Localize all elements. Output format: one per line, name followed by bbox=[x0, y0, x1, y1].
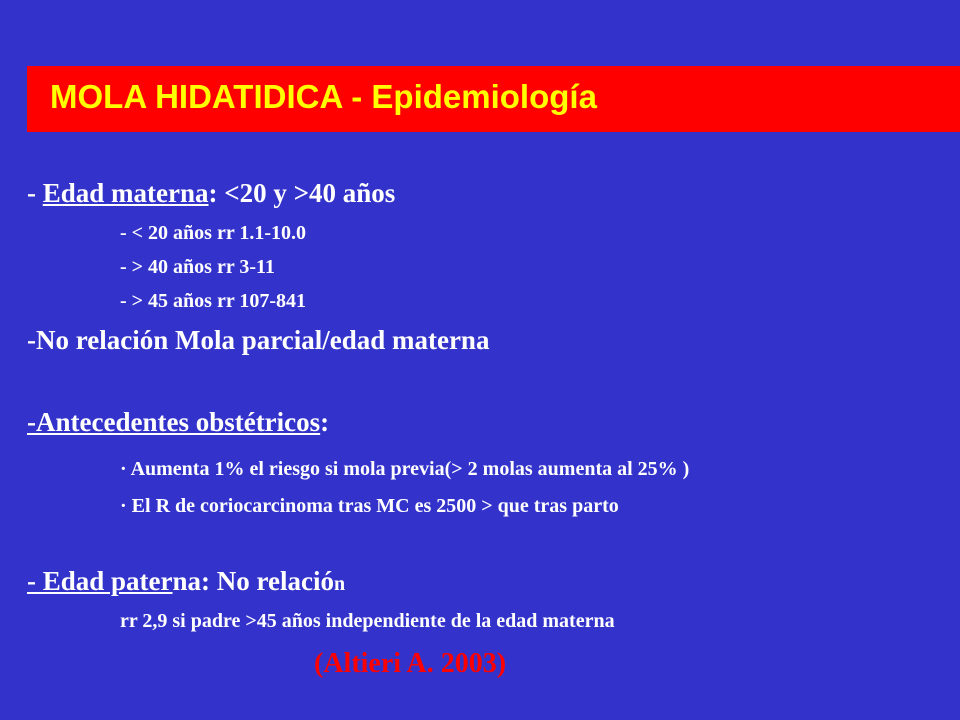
edad-materna-heading bbox=[27, 178, 395, 209]
edad-paterna-text: na: No relació bbox=[172, 566, 334, 596]
edad-materna-item: - > 40 años rr 3-11 bbox=[120, 256, 275, 278]
edad-paterna-tail: n bbox=[334, 573, 346, 595]
no-relacion-line bbox=[27, 325, 489, 356]
edad-materna-item: - > 45 años rr 107-841 bbox=[120, 290, 307, 312]
edad-materna-item: - < 20 años rr 1.1-10.0 bbox=[120, 222, 307, 244]
colon: : bbox=[320, 407, 330, 437]
citation: (Altieri A. 2003) bbox=[314, 648, 507, 679]
antecedentes-item: · El R de coriocarcinoma tras MC es 2500 > que tras parto bbox=[120, 495, 619, 517]
edad-materna-range: : <20 y >40 años bbox=[208, 178, 396, 208]
slide-title: MOLA HIDATIDICA - Epidemiología bbox=[50, 78, 597, 115]
antecedentes-item: · Aumenta 1% el riesgo si mola previa(> 2 molas aumenta al 25% ) bbox=[120, 458, 690, 480]
dash: - bbox=[27, 178, 43, 208]
edad-paterna-heading bbox=[27, 566, 345, 597]
dash: - bbox=[27, 325, 36, 355]
edad-materna-label: Edad materna bbox=[42, 178, 209, 208]
antecedentes-heading bbox=[27, 407, 329, 438]
edad-paterna-detail: rr 2,9 si padre >45 años independiente de la edad materna bbox=[120, 610, 615, 632]
antecedentes-label: -Antecedentes obstétricos bbox=[27, 407, 321, 437]
no-relacion-text: No relación Mola parcial/edad materna bbox=[36, 325, 490, 355]
edad-paterna-label: - Edad pater bbox=[27, 566, 173, 596]
